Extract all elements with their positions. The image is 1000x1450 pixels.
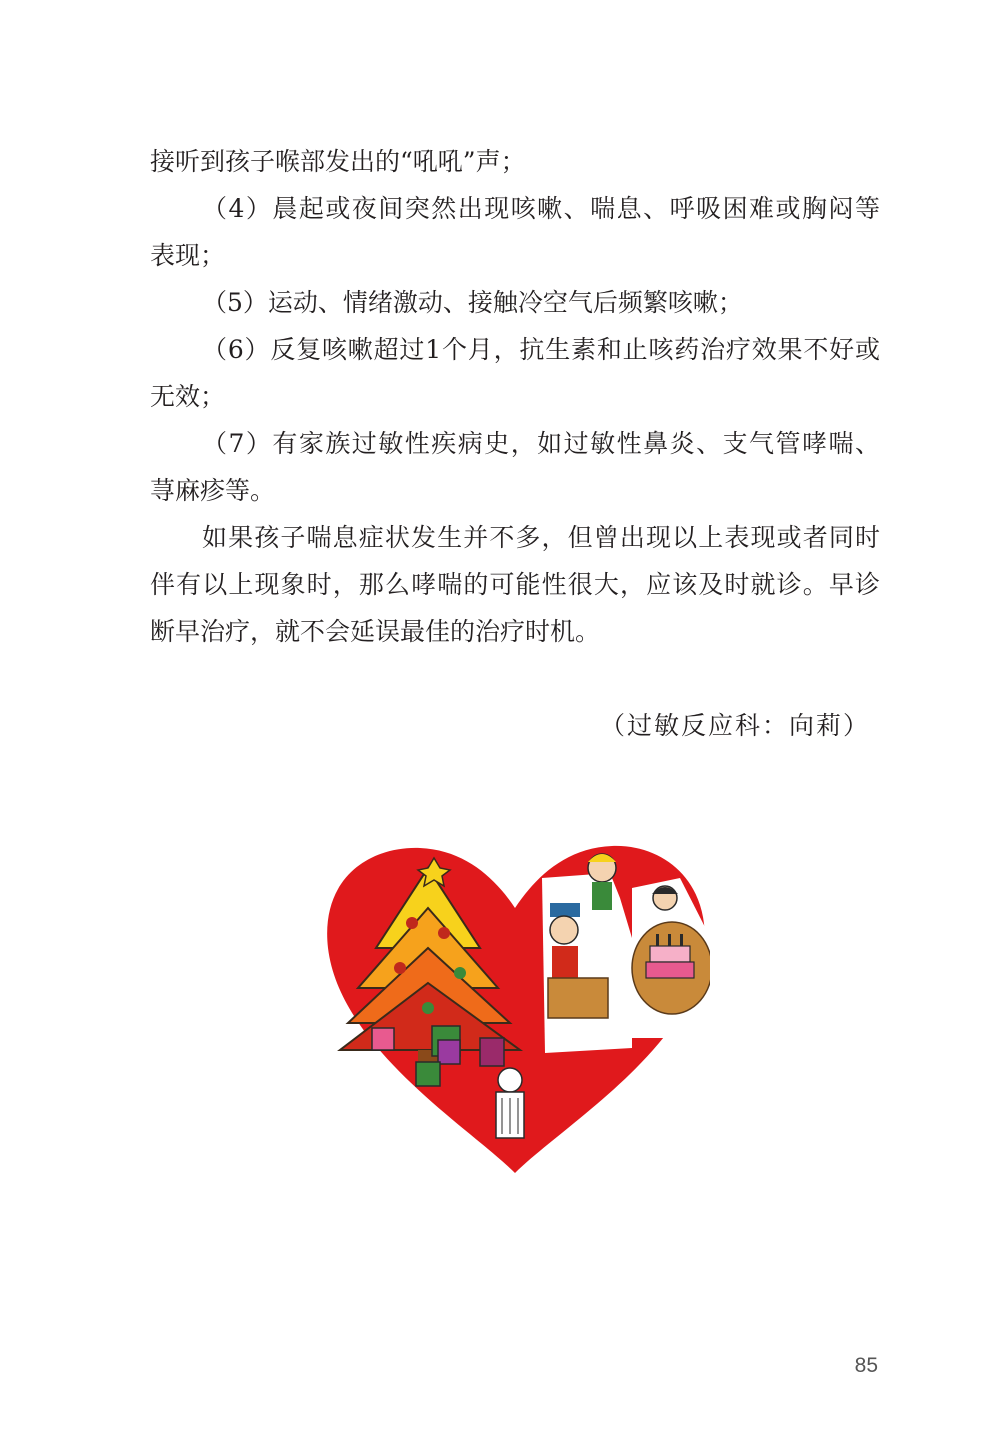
- page-number: 85: [854, 1354, 878, 1377]
- text-line: （5）运动、情绪激动、接触冷空气后频繁咳嗽；: [202, 288, 743, 317]
- small-child-icon: [496, 1068, 524, 1138]
- text-line: （7）有家族过敏性疾病史，如过敏性鼻炎、支气管哮喘、: [202, 429, 880, 458]
- girl-figure-icon: [588, 854, 616, 910]
- heart-drawing-icon: [320, 838, 710, 1178]
- body-text: [150, 138, 880, 655]
- text-line: 如果孩子喘息症状发生并不多，但曾出现以上表现或者同时: [202, 523, 880, 552]
- text-line: 断早治疗，就不会延误最佳的治疗时机。: [150, 617, 601, 646]
- text-line: 表现；: [150, 241, 226, 270]
- text-line: （6）反复咳嗽超过1个月，抗生素和止咳药治疗效果不好或: [202, 335, 880, 364]
- text-line: 无效；: [150, 382, 226, 411]
- text-line: 伴有以上现象时，那么哮喘的可能性很大，应该及时就诊。早诊: [150, 570, 880, 599]
- text-line: 接听到孩子喉部发出的“吼吼”声；: [150, 147, 526, 176]
- author-attribution: （过敏反应科：向莉）: [599, 711, 870, 740]
- text-line: 荨麻疹等。: [150, 476, 276, 505]
- text-line: （4）晨起或夜间突然出现咳嗽、喘息、呼吸困难或胸闷等: [202, 194, 880, 223]
